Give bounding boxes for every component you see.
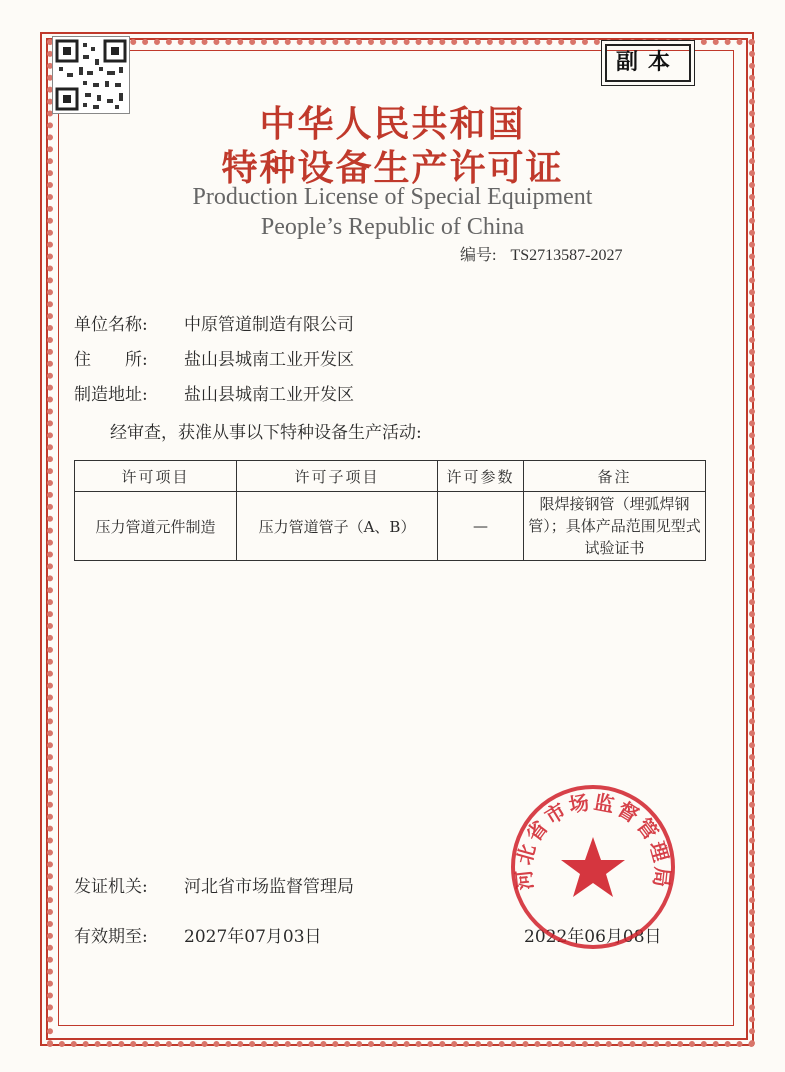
- expiry-date: [74, 922, 322, 947]
- issue-date: 2022年06月08日: [524, 927, 662, 947]
- field-company-name: [74, 310, 354, 335]
- approval-statement: 经审查，获准从事以下特种设备生产活动:: [110, 423, 422, 443]
- cell-sub-item: 压力管道管子（A、B）: [236, 492, 437, 561]
- table-row: [75, 492, 706, 561]
- issuing-authority: [74, 872, 354, 897]
- field-value: 盐山县城南工业开发区: [184, 385, 354, 405]
- table-header: 备注: [524, 461, 706, 492]
- title-country: 中华人民共和国: [259, 104, 526, 145]
- expiry-label: 有效期至:: [74, 927, 148, 947]
- field-value: 盐山县城南工业开发区: [184, 350, 354, 370]
- title-en-country: People’s Republic of China: [260, 214, 525, 240]
- license-table: [74, 460, 706, 561]
- issuer-value: 河北省市场监督管理局: [184, 877, 354, 897]
- table-header-row: [75, 461, 706, 492]
- field-label: 制造地址:: [74, 385, 148, 405]
- serial-value: TS2713587-2027: [510, 247, 623, 264]
- field-address: [74, 345, 354, 370]
- field-manufacturing-address: [74, 380, 354, 405]
- field-label: 住 所:: [74, 350, 148, 370]
- table-header: 许可参数: [438, 461, 524, 492]
- table-header: 许可子项目: [236, 461, 437, 492]
- cell-remark: 限焊接钢管（埋弧焊钢管）；具体产品范围见型式试验证书: [524, 492, 706, 561]
- field-label: 单位名称:: [74, 315, 148, 335]
- title-en-license: Production License of Special Equipment: [192, 184, 593, 210]
- cell-item: 压力管道元件制造: [75, 492, 237, 561]
- serial-number: [460, 242, 622, 265]
- table-header: 许可项目: [75, 461, 237, 492]
- expiry-value: 2027年07月03日: [184, 927, 322, 947]
- cell-param: —: [438, 492, 524, 561]
- title-license: 特种设备生产许可证: [221, 148, 564, 189]
- copy-stamp: 副本: [605, 44, 691, 82]
- issuer-label: 发证机关:: [74, 877, 148, 897]
- serial-label: 编号:: [460, 247, 497, 264]
- seal-text: 河北省市场监督管理局: [511, 789, 675, 892]
- official-seal-icon: [508, 782, 678, 952]
- field-value: 中原管道制造有限公司: [184, 315, 354, 335]
